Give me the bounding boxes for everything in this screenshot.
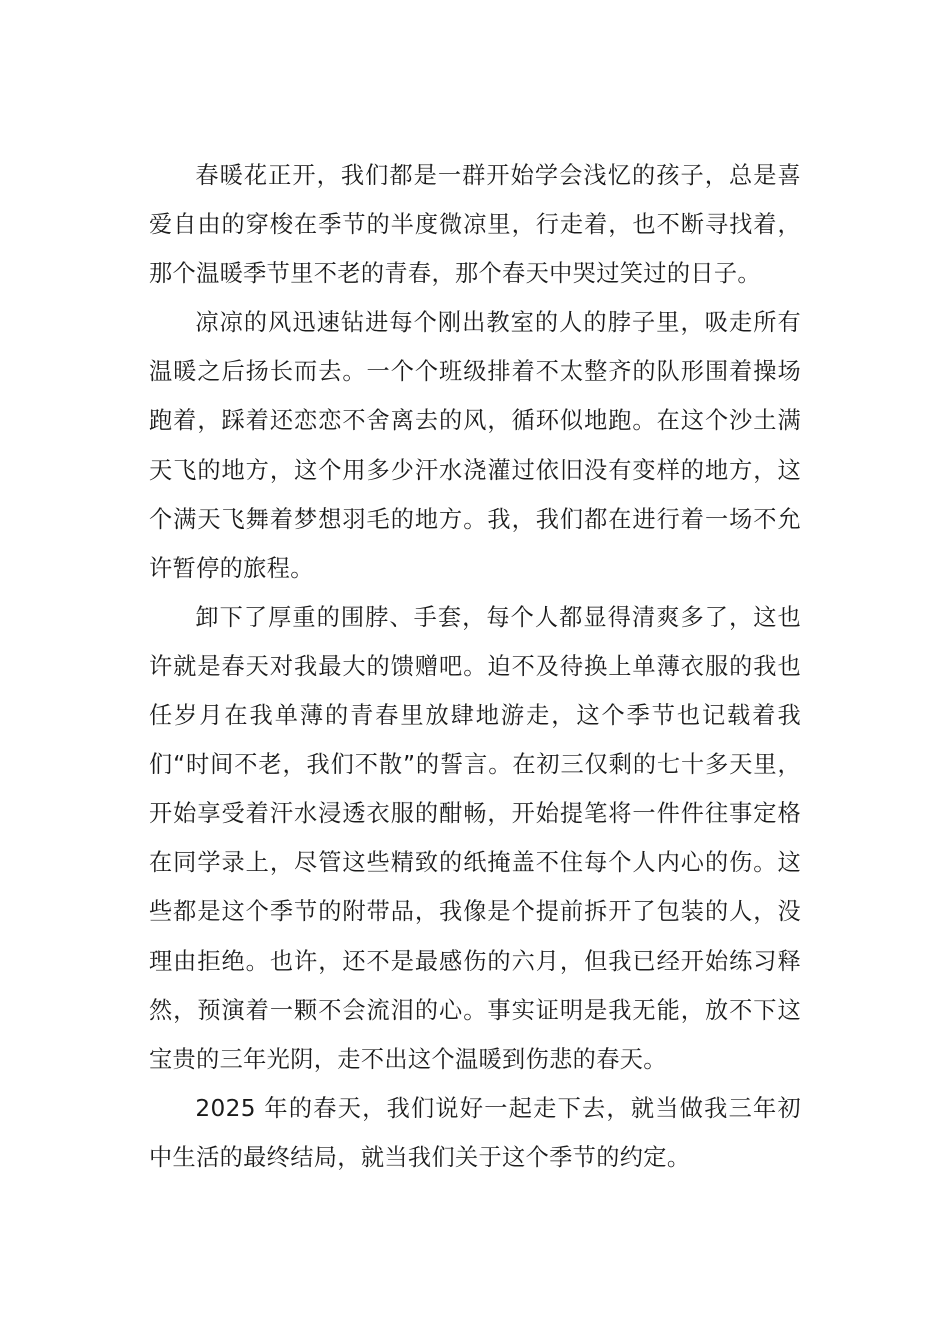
paragraph-spring-opening: 春暖花正开，我们都是一群开始学会浅忆的孩子，总是喜爱自由的穿梭在季节的半度微凉里，行走着，也不断寻找着，那个温暖季节里不老的青春，那个春天中哭过笑过的日子。 (149, 162, 801, 288)
paragraph-promise: 2025 年的春天，我们说好一起走下去，就当做我三年初中生活的最终结局，就当我们关于这个季节的约定。 (149, 1094, 801, 1171)
document-body (149, 151, 801, 1182)
paragraph-cold-wind: 凉凉的风迅速钻进每个刚出教室的人的脖子里，吸走所有温暖之后扬长而去。一个个班级排着不太整齐的队形围着操场跑着，踩着还恋恋不舍离去的风，循环似地跑。在这个沙土满天飞的地方，这个用多少汗水浇灌过依旧没有变样的地方，这个满天飞舞着梦想羽毛的地方。我，我们都在进行着一场不允许暂停的旅程。 (149, 309, 801, 582)
paragraph-spring-gift: 卸下了厚重的围脖、手套，每个人都显得清爽多了，这也许就是春天对我最大的馈赠吧。迫不及待换上单薄衣服的我也任岁月在我单薄的青春里放肆地游走，这个季节也记载着我们“时间不老，我们不散”的誓言。在初三仅剩的七十多天里，开始享受着汗水浸透衣服的酣畅，开始提笔将一件件往事定格在同学录上，尽管这些精致的纸掩盖不住每个人内心的伤。这些都是这个季节的附带品，我像是个提前拆开了包装的人，没理由拒绝。也许，还不是最感伤的六月，但我已经开始练习释然，预演着一颗不会流泪的心。事实证明是我无能，放不下这宝贵的三年光阴，走不出这个温暖到伤悲的春天。 (149, 603, 801, 1073)
